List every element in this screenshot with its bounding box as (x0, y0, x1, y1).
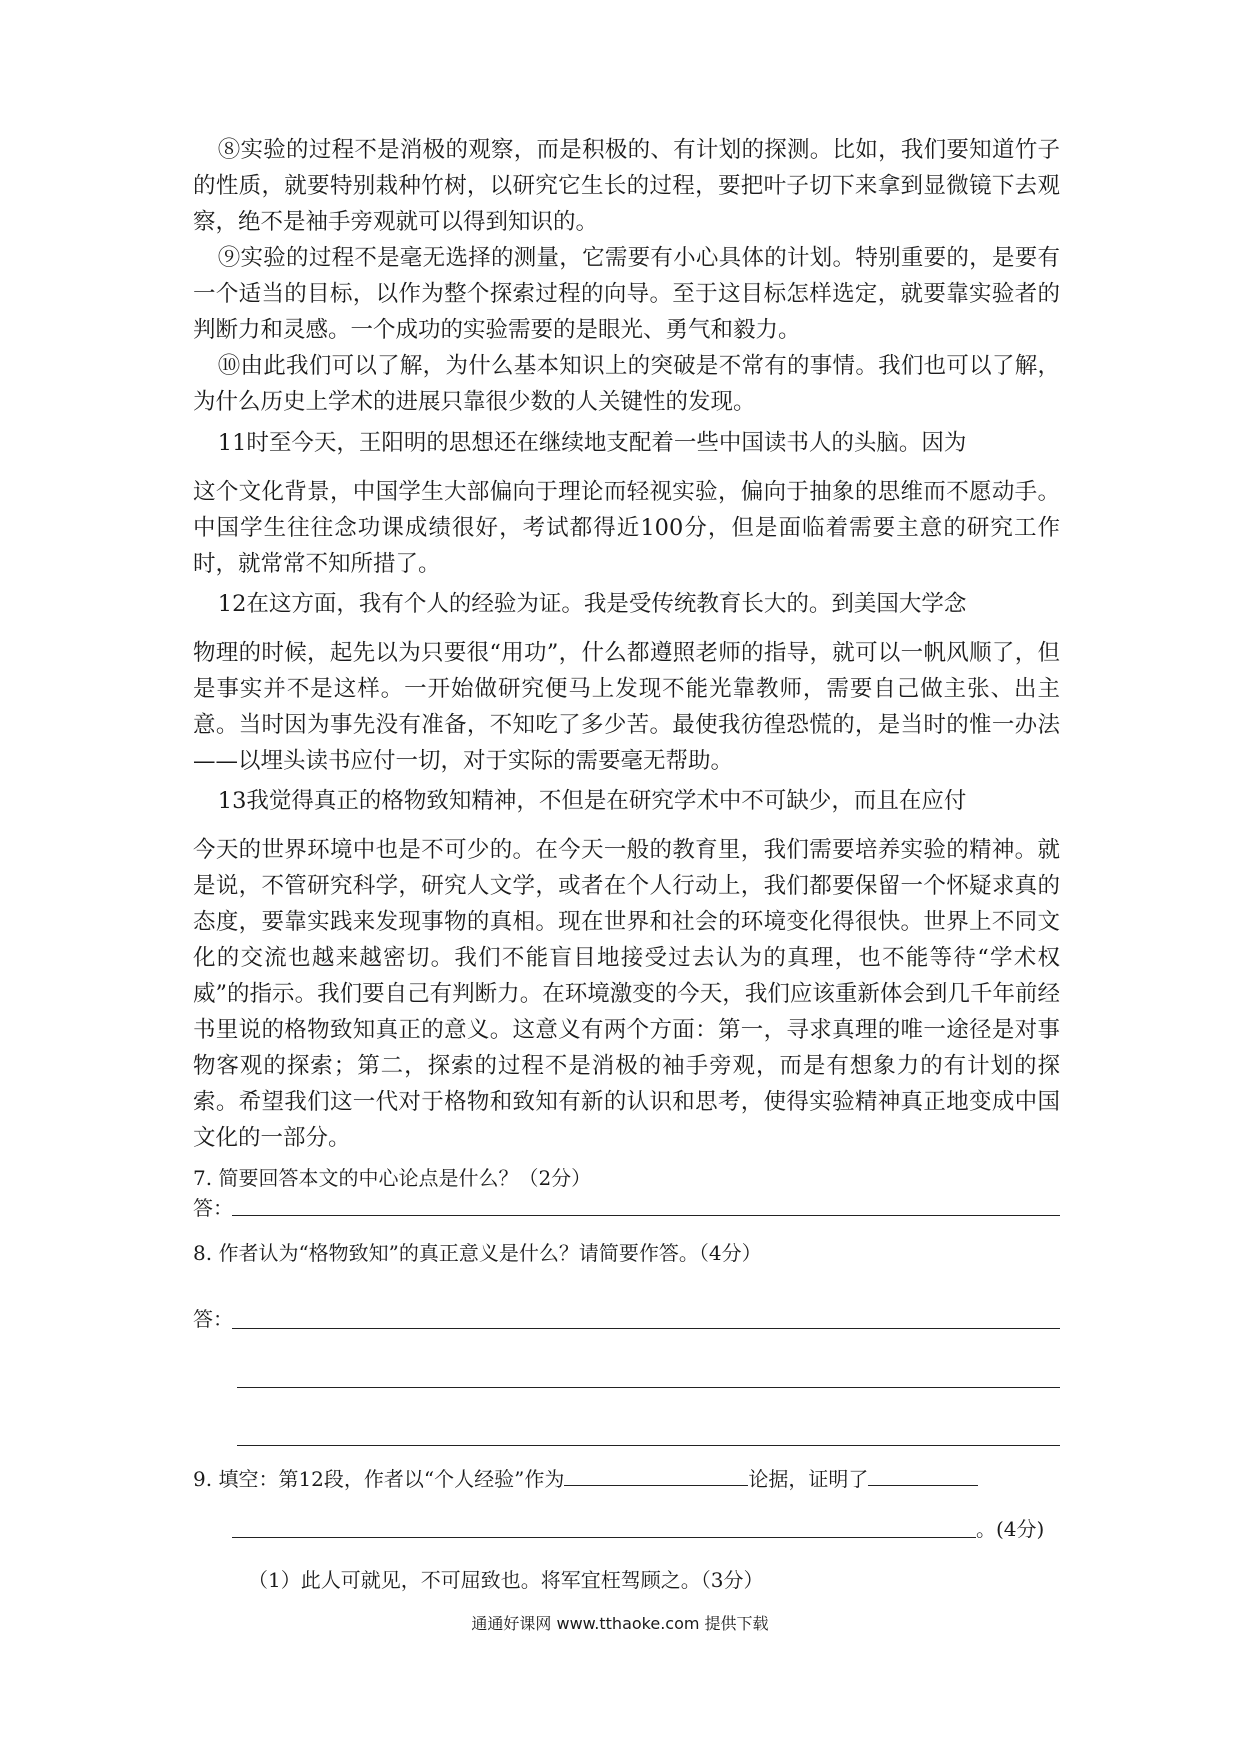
answer-line-8-3[interactable] (237, 1445, 1060, 1446)
answer-label-7: 答： (193, 1196, 233, 1220)
blank-9-1[interactable] (564, 1467, 748, 1486)
answer-label-8: 答： (193, 1307, 233, 1331)
question-8: 8. 作者认为“格物致知”的真正意义是什么？请简要作答。（4分） (193, 1241, 762, 1265)
paragraph-13-first-line: 13我觉得真正的格物致知精神，不但是在研究学术中不可缺少，而且在应付 (217, 788, 967, 814)
blank-9-2[interactable] (868, 1467, 978, 1486)
paragraph-8: ⑧实验的过程不是消极的观察，而是积极的、有计划的探测。比如，我们要知道竹子的性质，就要特别栽种竹树，以研究它生长的过程，要把叶子切下来拿到显微镜下去观察，绝不是袖手旁观就可以得到知识的。 (193, 137, 1060, 235)
page-footer: 通通好课网 www.tthaoke.com 提供下载 (471, 1614, 769, 1633)
paragraph-13-rest: 今天的世界环境中也是不可少的。在今天一般的教育里，我们需要培养实验的精神。就是说，不管研究科学，研究人文学，或者在个人行动上，我们都要保留一个怀疑求真的态度，要靠实践来发现事物的真相。现在世界和社会的环境变化得很快。世界上不同文化的交流也越来越密切。我们不能盲目地接受过去认为的真理，也不能等待“学术权威”的指示。我们要自己有判断力。在环境激变的今天，我们应该重新体会到几千年前经书里说的格物致知真正的意义。这意义有两个方面：第一，寻求真理的唯一途径是对事物客观的探索；第二，探索的过程不是消极的袖手旁观，而是有想象力的有计划的探索。希望我们这一代对于格物和致知有新的认识和思考，使得实验精神真正地变成中国文化的一部分。 (193, 837, 1060, 1151)
paragraph-12-first-line: 12在这方面，我有个人的经验为证。我是受传统教育长大的。到美国大学念 (217, 591, 967, 617)
question-9-text-b: 论据，证明了 (748, 1467, 869, 1491)
answer-line-7[interactable] (232, 1215, 1060, 1216)
paragraph-11-first-line: 11时至今天，王阳明的思想还在继续地支配着一些中国读书人的头脑。因为 (217, 430, 967, 456)
blank-9-3[interactable] (232, 1537, 976, 1538)
question-9 (193, 1464, 1060, 1494)
answer-line-8-1[interactable] (232, 1328, 1060, 1329)
question-9-score: 。(4分) (976, 1517, 1045, 1541)
question-7: 7. 简要回答本文的中心论点是什么？（2分） (193, 1166, 592, 1190)
paragraph-9: ⑨实验的过程不是毫无选择的测量，它需要有小心具体的计划。特别重要的，是要有一个适当的目标，以作为整个探索过程的向导。至于这目标怎样选定，就要靠实验者的判断力和灵感。一个成功的实验需要的是眼光、勇气和毅力。 (193, 245, 1060, 343)
paragraph-12-rest: 物理的时候，起先以为只要很“用功”，什么都遵照老师的指导，就可以一帆风顺了，但是事实并不是这样。一开始做研究便马上发现不能光靠教师，需要自己做主张、出主意。当时因为事先没有准备，不知吃了多少苦。最使我彷徨恐慌的，是当时的惟一办法——以埋头读书应付一切，对于实际的需要毫无帮助。 (193, 640, 1060, 774)
paragraph-10: ⑩由此我们可以了解，为什么基本知识上的突破是不常有的事情。我们也可以了解，为什么历史上学术的进展只靠很少数的人关键性的发现。 (193, 353, 1060, 415)
paragraph-11-rest: 这个文化背景，中国学生大部偏向于理论而轻视实验，偏向于抽象的思维而不愿动手。中国学生往往念功课成绩很好，考试都得近100分，但是面临着需要主意的研究工作时，就常常不知所措了。 (193, 479, 1060, 577)
answer-line-8-2[interactable] (237, 1387, 1060, 1388)
sub-question-1: （1）此人可就见，不可屈致也。将军宜枉驾顾之。（3分） (248, 1568, 764, 1592)
question-9-text-a: 9. 填空：第12段，作者以“个人经验”作为 (193, 1467, 565, 1491)
